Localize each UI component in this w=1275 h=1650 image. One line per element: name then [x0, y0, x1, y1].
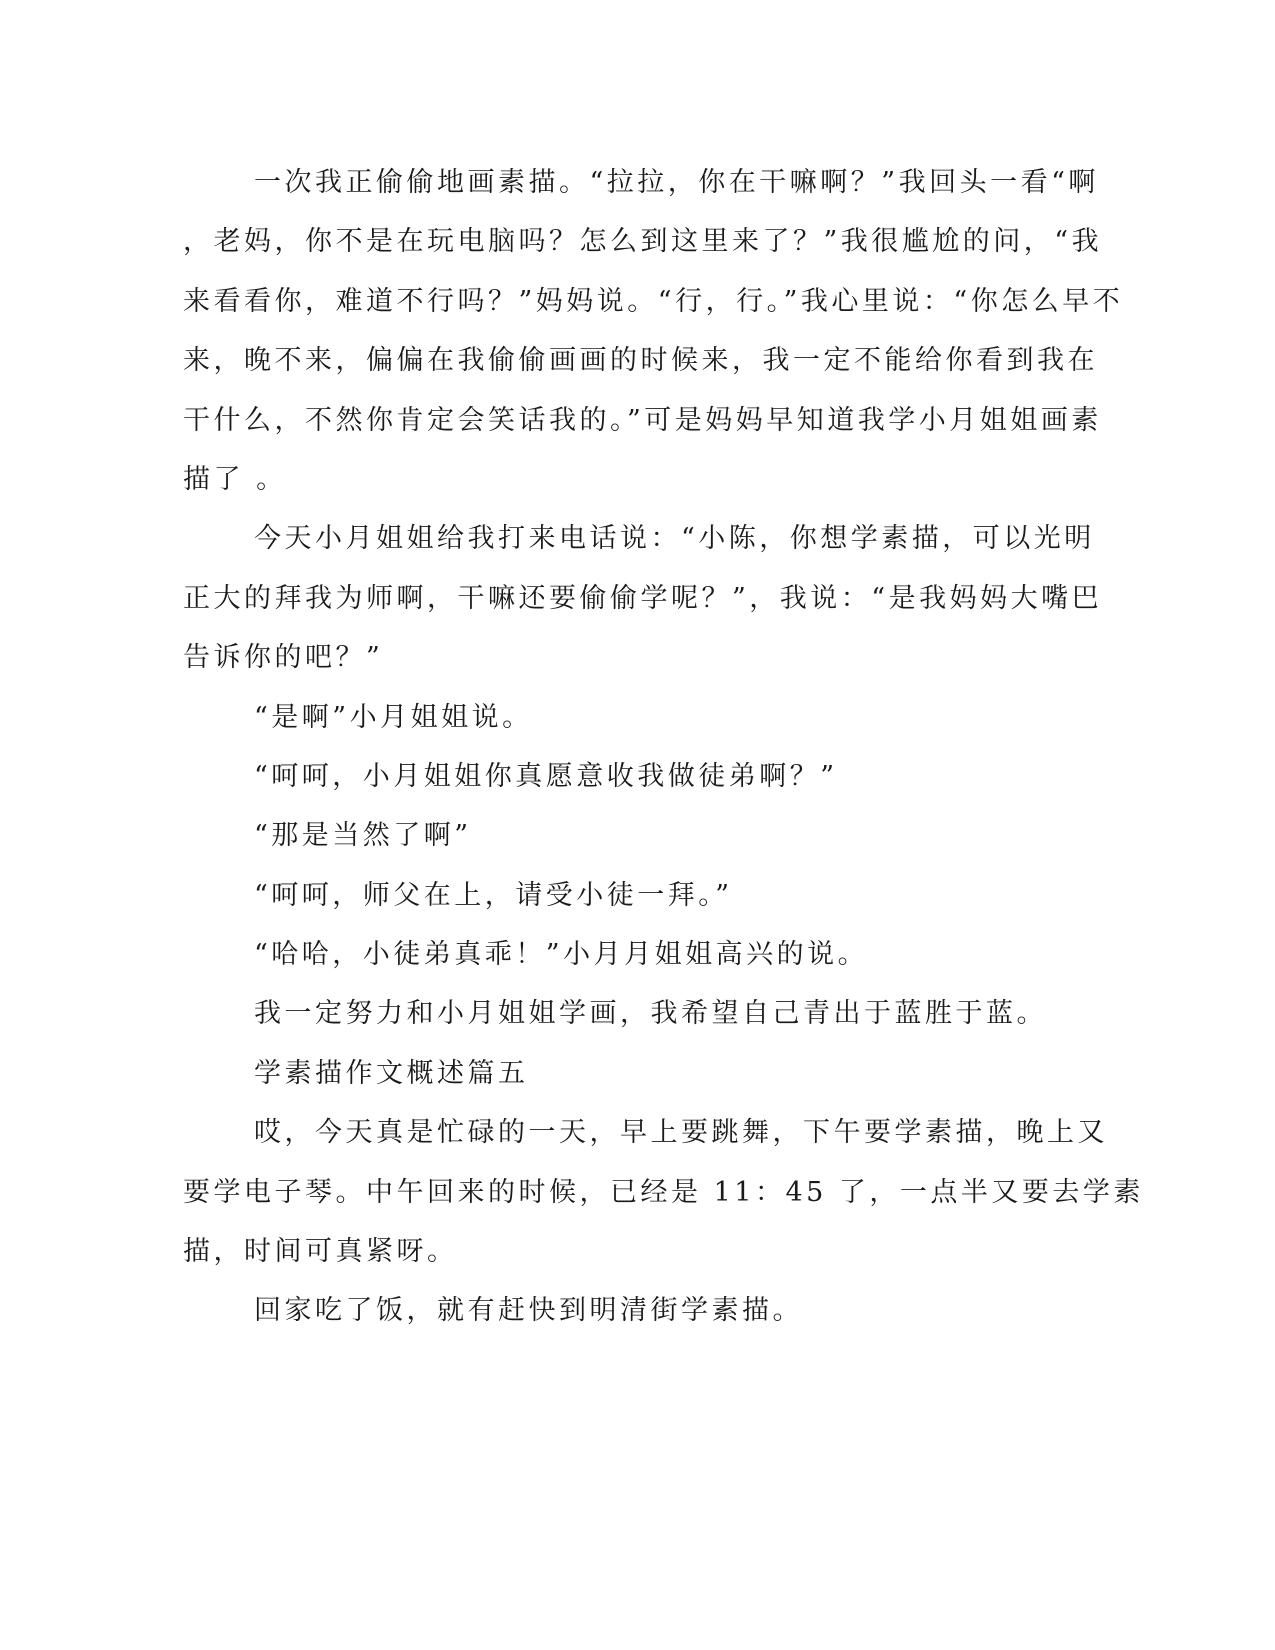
text-line: 正大的拜我为师啊，干嘛还要偷偷学呢？”，我说：“是我妈妈大嘴巴 [183, 582, 1103, 614]
text-line: “那是当然了啊” [254, 820, 472, 852]
text-line: 来看看你，难道不行吗？”妈妈说。“行，行。”我心里说：“你怎么早不 [183, 285, 1124, 317]
text-line: “呵呵，师父在上，请受小徒一拜。” [254, 879, 733, 911]
text-line: ，老妈，你不是在玩电脑吗？怎么到这里来了？”我很尴尬的问，“我 [183, 226, 1103, 258]
text-line: 回家吃了饭，就有赶快到明清街学素描。 [254, 1295, 803, 1327]
text-line: 一次我正偷偷地画素描。“拉拉，你在干嘛啊？”我回头一看“啊 [254, 167, 1099, 198]
text-line: 描了 。 [183, 463, 287, 495]
text-line: 要学电子琴。中午回来的时候，已经是 11：45 了，一点半又要去学素 [183, 1176, 1144, 1208]
text-line: 干什么，不然你肯定会笑话我的。”可是妈妈早知道我学小月姐姐画素 [183, 404, 1102, 436]
text-line: 来，晚不来，偏偏在我偷偷画画的时候来，我一定不能给你看到我在 [183, 345, 1098, 377]
text-line: “是啊”小月姐姐说。 [254, 701, 533, 733]
text-line: “哈哈，小徒弟真乖！”小月月姐姐高兴的说。 [254, 939, 869, 971]
text-line: 我一定努力和小月姐姐学画，我希望自己青出于蓝胜于蓝。 [254, 998, 1047, 1030]
text-line: 描，时间可真紧呀。 [183, 1236, 458, 1268]
text-line: 哎，今天真是忙碌的一天，早上要跳舞，下午要学素描，晚上又 [254, 1117, 1108, 1149]
text-line: “呵呵，小月姐姐你真愿意收我做徒弟啊？” [254, 760, 838, 792]
section-heading: 学素描作文概述篇五 [254, 1057, 529, 1089]
text-line: 今天小月姐姐给我打来电话说：“小陈，你想学素描，可以光明 [254, 523, 1095, 555]
document-body [183, 153, 1144, 1341]
text-line: 告诉你的吧？” [183, 642, 384, 674]
